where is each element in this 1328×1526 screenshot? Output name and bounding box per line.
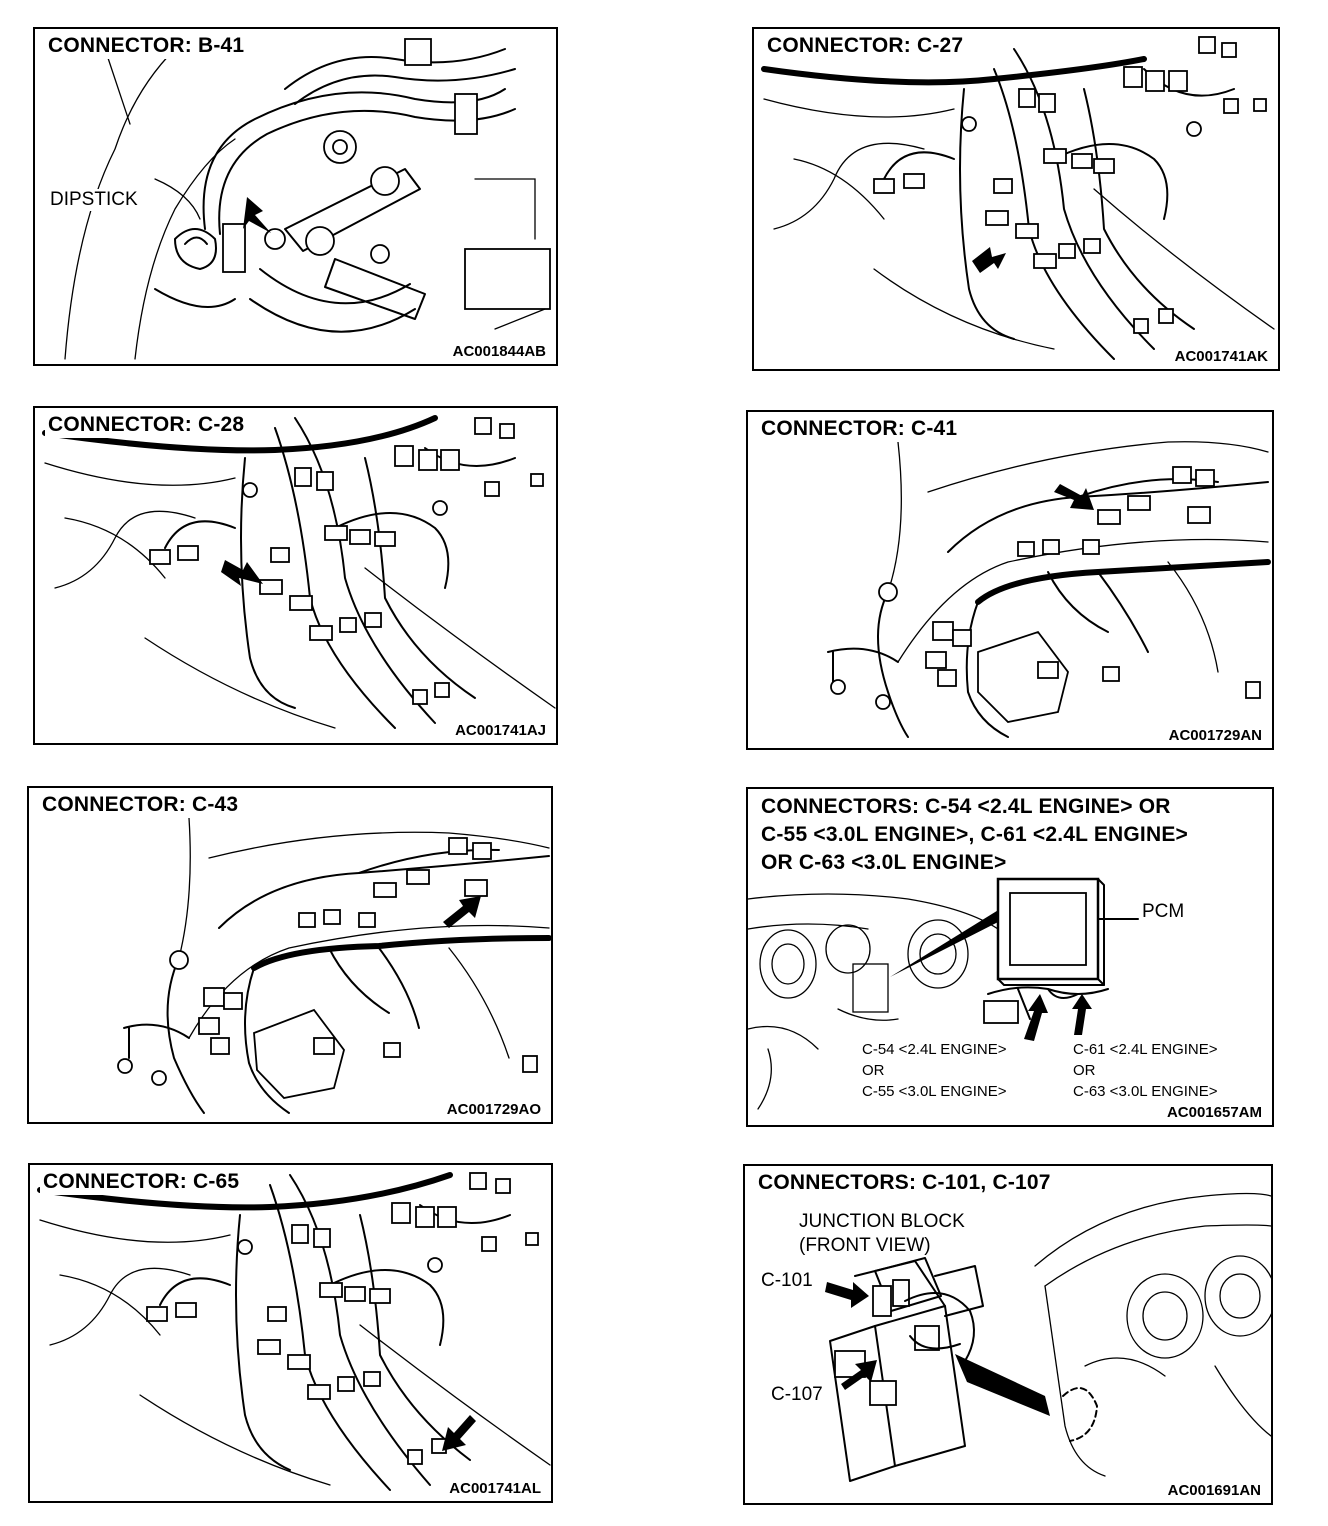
c101-label: C-101 — [761, 1270, 813, 1291]
c54-label-line-3: C-55 <3.0L ENGINE> — [862, 1083, 1007, 1100]
c27-illustration — [754, 29, 1278, 369]
c54-title — [758, 793, 1191, 877]
c54-title-line-1: CONNECTORS: C-54 <2.4L ENGINE> OR — [761, 795, 1171, 818]
c107-label: C-107 — [771, 1384, 823, 1405]
c43-title: CONNECTOR: C-43 — [39, 792, 241, 818]
c61-label-line-1: C-61 <2.4L ENGINE> — [1073, 1041, 1218, 1058]
panel-c27 — [752, 27, 1280, 371]
b41-title: CONNECTOR: B-41 — [45, 33, 247, 59]
c27-figure-code: AC001741AK — [1174, 348, 1268, 365]
c41-illustration — [748, 412, 1272, 748]
c43-figure-code: AC001729AO — [446, 1101, 541, 1118]
c54-c55-label — [860, 1039, 1009, 1102]
junction-block-line-2: (FRONT VIEW) — [799, 1235, 931, 1256]
c41-title: CONNECTOR: C-41 — [758, 416, 960, 442]
c65-illustration — [30, 1165, 551, 1501]
pcm-label: PCM — [1142, 901, 1185, 922]
panel-c28 — [33, 406, 558, 745]
c54-figure-code: AC001657AM — [1166, 1104, 1262, 1121]
c101-title: CONNECTORS: C-101, C-107 — [755, 1170, 1054, 1196]
c28-illustration — [35, 408, 556, 743]
junction-block-label — [797, 1210, 967, 1258]
c65-figure-code: AC001741AL — [449, 1480, 541, 1497]
panel-c54 — [746, 787, 1274, 1127]
panel-c65 — [28, 1163, 553, 1503]
c61-c63-label — [1071, 1039, 1220, 1102]
dipstick-label: DIPSTICK — [50, 189, 138, 210]
panel-c41 — [746, 410, 1274, 750]
c65-title: CONNECTOR: C-65 — [40, 1169, 242, 1195]
c27-title: CONNECTOR: C-27 — [764, 33, 966, 59]
c41-figure-code: AC001729AN — [1168, 727, 1262, 744]
c54-label-line-2: OR — [862, 1062, 885, 1079]
c43-illustration — [29, 788, 551, 1122]
c54-title-line-2: C-55 <3.0L ENGINE>, C-61 <2.4L ENGINE> — [761, 823, 1189, 846]
panel-c43 — [27, 786, 553, 1124]
panel-b41 — [33, 27, 558, 366]
c61-label-line-2: OR — [1073, 1062, 1096, 1079]
c101-figure-code: AC001691AN — [1167, 1482, 1261, 1499]
b41-figure-code: AC001844AB — [452, 343, 546, 360]
c61-label-line-3: C-63 <3.0L ENGINE> — [1073, 1083, 1218, 1100]
c28-figure-code: AC001741AJ — [455, 722, 546, 739]
c28-title: CONNECTOR: C-28 — [45, 412, 247, 438]
c54-title-line-3: OR C-63 <3.0L ENGINE> — [761, 851, 1007, 874]
junction-block-line-1: JUNCTION BLOCK — [799, 1211, 965, 1232]
c54-label-line-1: C-54 <2.4L ENGINE> — [862, 1041, 1007, 1058]
panel-c101 — [743, 1164, 1273, 1505]
